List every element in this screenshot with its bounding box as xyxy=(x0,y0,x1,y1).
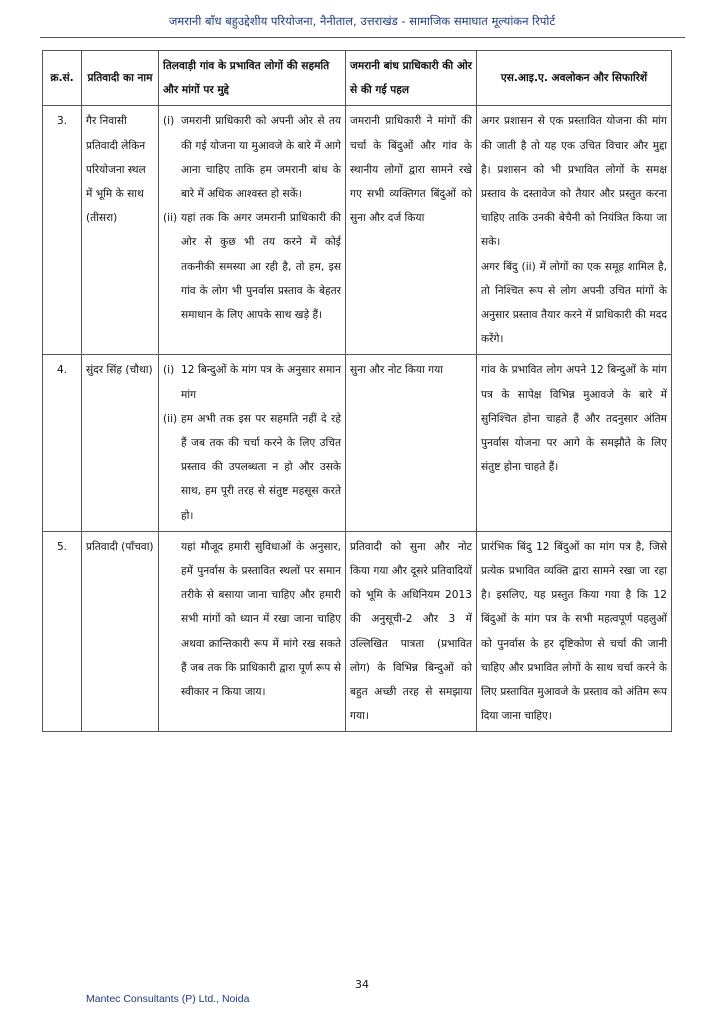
issue-item xyxy=(163,358,341,406)
row-issues xyxy=(159,106,346,355)
header-rule xyxy=(40,37,685,38)
row-sno: 4. xyxy=(43,355,82,531)
issue-item xyxy=(163,407,341,528)
impact-table xyxy=(42,50,672,732)
row-respondent: सुंदर सिंह (चौथा) xyxy=(82,355,159,531)
header-respondent: प्रतिवादी का नाम xyxy=(82,51,159,106)
header-observations: एस.आइ.ए. अवलोकन और सिफारिशें xyxy=(477,51,672,106)
header-sno: क्र.सं. xyxy=(43,51,82,106)
issue-marker: (ii) xyxy=(163,212,178,225)
row-initiative: जमरानी प्राधिकारी ने मांगों की चर्चा के बिंदुओं और गांव के स्थानीय लोगों द्वारा सामने रखे गए सभी व्यक्तिगत बिंदुओं को सुना और दर्ज किया xyxy=(346,106,477,355)
row-sno: 3. xyxy=(43,106,82,355)
observation-paragraph: गांव के प्रभावित लोग अपने 12 बिन्दुओं के मांग पत्र के सापेक्ष विभिन्न मुआवजे के बारे में सुनिश्चित होना चाहते हैं और तदनुसार अंतिम पुनर्वास योजना पर आगे के समझौते के लिए संतुष्ट होना चाहते हैं। xyxy=(481,364,667,474)
observation-paragraph: अगर बिंदु (ii) में लोगों का एक समूह शामिल है, तो निश्चित रूप से लोग अपनी उचित मांगों के अनुसार प्रस्ताव तैयार करने में प्राधिकारी की मदद करेंगे। xyxy=(481,260,667,346)
table-row xyxy=(43,355,672,531)
row-initiative: प्रतिवादी को सुना और नोट किया गया और दूसरे प्रतिवादियों को भूमि के अधिनियम 2013 की अनुसूची-2 और 3 में उल्लिखित पात्रता (प्रभावित लोग) के विभिन्न बिन्दुओं को बहुत अच्छी तरह से समझाया गया। xyxy=(346,531,477,732)
table-row xyxy=(43,531,672,732)
row-respondent: गैर निवासी प्रतिवादी लेकिन परियोजना स्थल में भूमि के साथ (तीसरा) xyxy=(82,106,159,355)
issue-marker: (i) xyxy=(163,115,175,128)
header-village-demands: तिलवाड़ी गांव के प्रभावित लोगों की सहमति और मांगों पर मुद्दे xyxy=(159,51,346,106)
page-number: 34 xyxy=(355,978,369,991)
issue-text: हम अभी तक इस पर सहमति नहीं दे रहे हैं जब तक की चर्चा करने के लिए उचित प्रस्ताव की उपलब्धता न हो और उसके साथ, हम पूरी तरह से संतुष्ट महसूस करते हो। xyxy=(181,412,341,522)
issue-marker: (ii) xyxy=(163,412,178,425)
row-observations xyxy=(477,106,672,355)
row-initiative: सुना और नोट किया गया xyxy=(346,355,477,531)
issue-text: 12 बिन्दुओं के मांग पत्र के अनुसार समान मांग xyxy=(181,364,341,401)
row-issues xyxy=(159,355,346,531)
row-issue-text: यहां मौजूद हमारी सुविधाओं के अनुसार, हमें पुनर्वास के प्रस्तावित स्थलों पर समान तरीके से बसाया जाना चाहिए और हमारी सभी मांगों को ध्यान में रखा जाना चाहिए अथवा क्रान्तिकारी रूप में मांगे रख सकते हैं जब तक कि प्राधिकारी द्वारा पूर्ण रूप से स्वीकार न किया जाय। xyxy=(159,531,346,732)
table-row xyxy=(43,106,672,355)
table-header-row xyxy=(43,51,672,106)
row-respondent: प्रतिवादी (पाँचवा) xyxy=(82,531,159,732)
running-header: जमरानी बाँध बहुउद्देशीय परियोजना, नैनीताल, उत्तराखंड - सामाजिक समाघात मूल्यांकन रिपोर्ट xyxy=(168,14,556,28)
row-sno: 5. xyxy=(43,531,82,732)
issue-text: यहां तक कि अगर जमरानी प्राधिकारी की ओर से कुछ भी तय करने में कोई तकनीकी समस्या आ रही है, तो हम, इस गांव के लोग भी पुनर्वास प्रस्ताव के बेहतर समाधान के लिए आपके साथ खड़े हैं। xyxy=(181,212,341,322)
observation-paragraph: अगर प्रशासन से एक प्रस्तावित योजना की मांग की जाती है तो यह एक उचित विचार और मुद्दा है। प्रशासन को भी प्रभावित लोगों के समक्ष प्रस्ताव के दस्तावेज को तैयार और प्रस्तुत करना चाहिए ताकि उनकी बेचैनी को नियंत्रित किया जा सके। xyxy=(481,115,667,249)
row-observations xyxy=(477,355,672,531)
issue-marker: (i) xyxy=(163,364,175,377)
header-dam-initiative: जमरानी बांध प्राधिकारी की ओर से की गई पहल xyxy=(346,51,477,106)
observation-paragraph: प्रारंभिक बिंदु 12 बिंदुओं का मांग पत्र है, जिसे प्रत्येक प्रभावित व्यक्ति द्वारा सामने रखा जा रहा है। इसलिए, यह प्रस्तुत किया गया है कि 12 बिंदुओं के मांग पत्र के सभी महत्वपूर्ण पहलुओं को पुनर्वास के हर दृष्टिकोण से चर्चा की जानी चाहिए और प्रभावित लोगों के साथ चर्चा करने के लिए प्रस्तावित मुआवजे के प्रस्ताव को अंतिम रूप दिया जाना चाहिए। xyxy=(481,540,667,723)
footer-company: Mantec Consultants (P) Ltd., Noida xyxy=(86,993,250,1005)
issue-item xyxy=(163,206,341,327)
issue-text: जमरानी प्राधिकारी को अपनी ओर से तय की गई योजना या मुआवजे के बारे में आगे आना चाहिए ताकि हम जमरानी बांध के बारे में अधिक आश्वस्त हो सकें। xyxy=(181,115,341,201)
row-observations xyxy=(477,531,672,732)
issue-item xyxy=(163,109,341,206)
